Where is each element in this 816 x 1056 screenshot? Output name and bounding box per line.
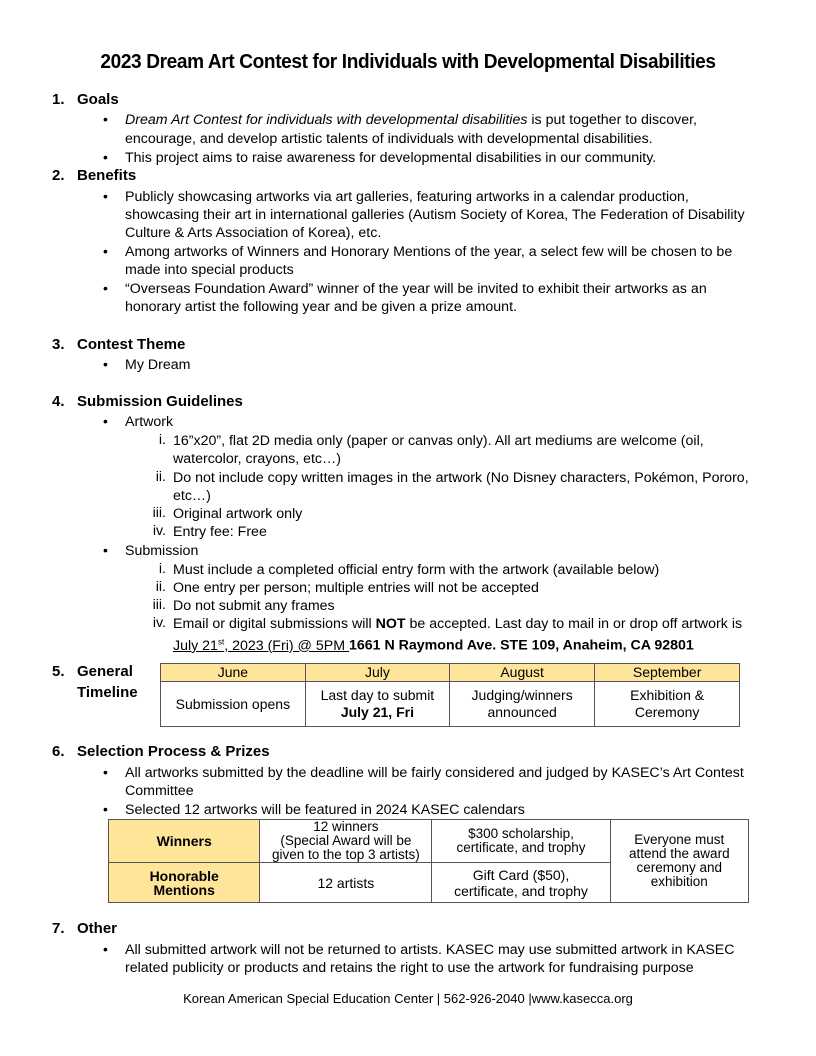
bullet-icon: • xyxy=(103,542,108,558)
submission-rule-3: Do not submit any frames xyxy=(173,598,335,614)
timeline-header-row xyxy=(161,664,740,682)
bullet-icon: • xyxy=(103,941,108,957)
section-heading-selection: 6. Selection Process & Prizes xyxy=(52,743,270,760)
section-heading-timeline: 5. General xyxy=(52,663,133,680)
month-september: September xyxy=(595,664,740,682)
submission-rule-2: One entry per person; multiple entries will not be accepted xyxy=(173,580,539,596)
event-september: Exhibition & Ceremony xyxy=(595,682,740,727)
artwork-rule-3: Original artwork only xyxy=(173,506,303,522)
section-heading-theme: 3. Contest Theme xyxy=(52,336,186,353)
bullet-icon: • xyxy=(103,764,108,780)
selection-bullet-1: All artworks submitted by the deadline will be fairly considered and judged by KASEC’s Art Contest xyxy=(125,765,744,781)
section-number: 1. xyxy=(52,91,65,108)
deadline-date: July 21st, 2023 (Fri) @ 5PM xyxy=(173,637,349,654)
bullet-icon: • xyxy=(103,280,108,296)
event-june: Submission opens xyxy=(161,682,306,727)
section-title: Goals xyxy=(77,91,119,108)
artwork-rule-4: Entry fee: Free xyxy=(173,524,267,540)
winners-count: 12 winners (Special Award will be given to the top 3 artists) xyxy=(260,820,432,863)
timeline-events-row xyxy=(161,682,740,727)
section-heading-other: 7. Other xyxy=(52,920,118,937)
honorable-label: Honorable Mentions xyxy=(109,863,260,903)
bullet-icon: • xyxy=(103,188,108,204)
submission-label: Submission xyxy=(125,543,199,559)
winners-label: Winners xyxy=(109,820,260,863)
bullet-icon: • xyxy=(103,149,108,165)
artwork-rule-1: 16”x20”, flat 2D media only (paper or canvas only). All art mediums are welcome (oil, xyxy=(173,433,704,449)
bullet-icon: • xyxy=(103,356,108,372)
goals-bullet-1-cont: encourage, and develop artistic talents of individuals with developmental disabilities. xyxy=(125,131,653,147)
bullet-icon: • xyxy=(103,413,108,429)
bullet-icon: • xyxy=(103,243,108,259)
benefits-bullet-1: Publicly showcasing artworks via art galleries, featuring artworks in a calendar production, xyxy=(125,189,689,205)
section-heading-guidelines: 4. Submission Guidelines xyxy=(52,393,243,410)
honorable-count: 12 artists xyxy=(260,863,432,903)
attendance-note: Everyone must attend the award ceremony and exhibition xyxy=(610,820,748,903)
month-july: July xyxy=(305,664,449,682)
footer-website-link[interactable]: www.kasecca.org xyxy=(531,991,633,1006)
benefits-bullet-2: Among artworks of Winners and Honorary Mentions of the year, a select few will be chosen to be xyxy=(125,244,733,260)
prize-row-winners xyxy=(109,820,749,863)
footer-org: Korean American Special Education Center xyxy=(183,991,434,1006)
timeline-table xyxy=(160,663,740,727)
goals-bullet-2: This project aims to raise awareness for developmental disabilities in our community. xyxy=(125,150,657,166)
goals-bullet-1: Dream Art Contest for individuals with developmental disabilities is put together to discover, xyxy=(125,112,697,128)
bullet-icon: • xyxy=(103,111,108,127)
footer-phone: 562-926-2040 xyxy=(443,991,525,1006)
theme-bullet: My Dream xyxy=(125,357,191,373)
submission-rule-4: Email or digital submissions will NOT be accepted. Last day to mail in or drop off artwork is xyxy=(173,616,743,632)
deadline-address-line xyxy=(173,633,694,655)
selection-bullet-2: Selected 12 artworks will be featured in 2024 KASEC calendars xyxy=(125,802,525,818)
event-august: Judging/winners announced xyxy=(450,682,595,727)
winners-prize: $300 scholarship, certificate, and trophy xyxy=(432,820,610,863)
document-page: 2023 Dream Art Contest for Individuals with Developmental Disabilities 1. Goals • Dream Art Contest for individuals with developmental disabilities is put together to discover, encourage, and develop artistic talents of individuals with developmental disabilities. • This project aims to raise awareness for developmental disabilities in our community. 2. Benefits • Publicly showcasing artworks via art galleries, featuring artworks in a calendar production, showcasing their art in international galleries (Autism Society of Korea, The Federation of Disability Culture & Arts Association of Korea), etc. • Among artworks of Winners and Honorary Mentions of the year, a select few will be chosen to be made into special products • “Overseas Foundation Award” winner of the year will be invited to exhibit their artworks as an honorary artist the following year and be given a prize amount. 3. Contest Theme • My Dream 4. Submission Guidelines • Artwork i. 16”x20”, flat 2D media only (paper or canvas only). All art mediums are welcome (oil, watercolor, crayons, etc…) ii. Do not include copy written images in the artwork (No Disney characters, Pokémon, Pororo, etc…) iii. Original artwork only iv. Entry fee: Free • Submission i. Must include a completed official entry form with the artwork (available below) ii. One entry per person; multiple entries will not be accepted iii. Do not submit any frames iv. Email or digital submissions will NOT be accepted. Last day to mail in or drop off artwork is July 21st, 2023 (Fri) @ 5PM 1661 N Raymond Ave. STE 109, Anaheim, CA 92801 5. General Timeline June July August September Submission opens Last day to submit July 21, Fri Judging/winners announced Exhibition & Ceremony 6. Selection Process & Prizes • All artworks submitted by the deadline will be fairly considered and judged by KASEC’s Art Contest Committee • Selected 12 artworks will be featured in 2024 KASEC calendars Winners 12 winners (Special Award will be given to the top 3 artists) $300 scholarship, certificate, and trophy Everyone must attend the award ceremony and exhibition Honorable Mentions 12 artists Gift Card ($50), certificate, and trophy 7. Other • All submitted artwork will not be returned to artists. KASEC may use submitted artwork in KASEC related publicity or products and retains the right to use the artwork for fundraising purpose Korean American Special Education Center | 562-926-2040 |www.kasecca.org xyxy=(0,0,816,1056)
section-heading-benefits: 2. Benefits xyxy=(52,167,137,184)
month-june: June xyxy=(161,664,306,682)
submission-rule-1: Must include a completed official entry form with the artwork (available below) xyxy=(173,562,660,578)
artwork-label: Artwork xyxy=(125,414,174,430)
other-bullet-1: All submitted artwork will not be returned to artists. KASEC may use submitted artwork in KASEC xyxy=(125,942,735,958)
artwork-rule-2: Do not include copy written images in the artwork (No Disney characters, Pokémon, Pororo, xyxy=(173,470,749,486)
honorable-prize: Gift Card ($50), certificate, and trophy xyxy=(432,863,610,903)
month-august: August xyxy=(450,664,595,682)
mailing-address: 1661 N Raymond Ave. STE 109, Anaheim, CA 92801 xyxy=(348,637,694,654)
section-heading-goals xyxy=(52,91,119,108)
page-title: 2023 Dream Art Contest for Individuals with Developmental Disabilities xyxy=(100,50,716,73)
event-july: Last day to submit July 21, Fri xyxy=(305,682,449,727)
page-footer: Korean American Special Education Center | 562-926-2040 |www.kasecca.org xyxy=(183,991,633,1006)
bullet-icon: • xyxy=(103,801,108,817)
prizes-table xyxy=(108,819,749,903)
benefits-bullet-3: “Overseas Foundation Award” winner of the year will be invited to exhibit their artworks as an xyxy=(125,281,707,297)
